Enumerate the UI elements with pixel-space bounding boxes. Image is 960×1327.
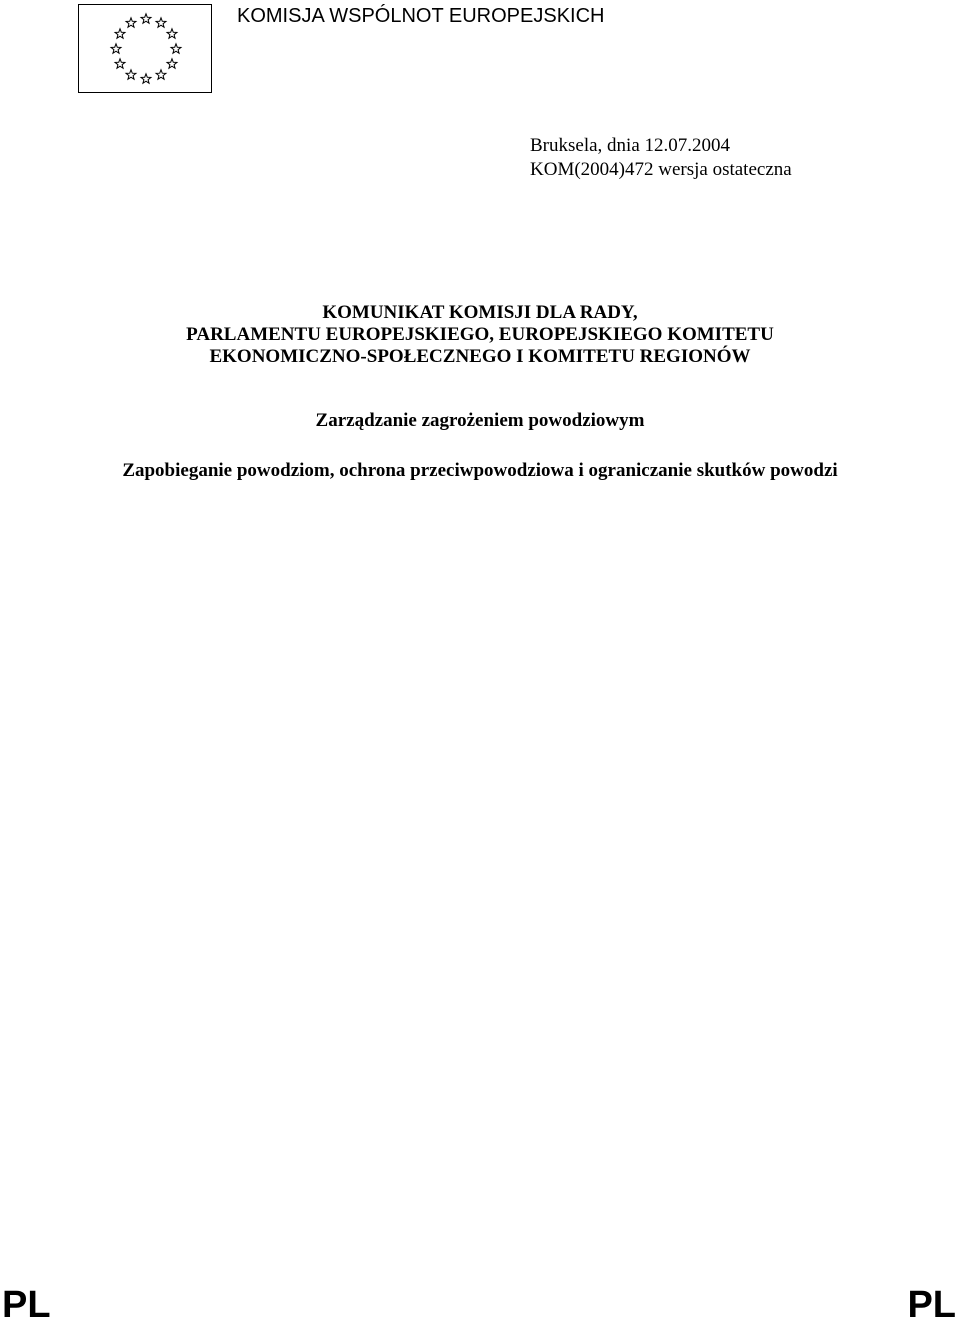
star-icon (167, 59, 177, 68)
star-icon (156, 18, 166, 27)
star-icon (126, 18, 136, 27)
document-subject: Zarządzanie zagrożeniem powodziowym (315, 410, 645, 431)
star-icon (171, 44, 181, 53)
organization-name: KOMISJA WSPÓLNOT EUROPEJSKICH (237, 5, 605, 27)
title-line: PARLAMENTU EUROPEJSKIEGO, EUROPEJSKIEGO KOMITETU (186, 324, 774, 345)
document-reference: KOM(2004)472 wersja ostateczna (530, 159, 792, 180)
document-subtitle: Zapobieganie powodziom, ochrona przeciwpowodziowa i ograniczanie skutków powodzi (122, 460, 838, 481)
star-icon (126, 70, 136, 79)
document-meta (530, 134, 792, 182)
star-icon (115, 59, 125, 68)
language-code-left: PL (2, 1284, 51, 1326)
title-line: KOMUNIKAT KOMISJI DLA RADY, (322, 302, 638, 323)
language-code-right: PL (907, 1284, 956, 1326)
title-line: EKONOMICZNO-SPOŁECZNEGO I KOMITETU REGIONÓW (209, 346, 751, 367)
eu-logo (78, 4, 212, 93)
star-icon (156, 70, 166, 79)
star-icon (141, 14, 151, 23)
star-icon (167, 29, 177, 38)
star-icon (141, 74, 151, 83)
document-title (0, 302, 960, 368)
star-icon (115, 29, 125, 38)
star-icon (111, 44, 121, 53)
place-date: Bruksela, dnia 12.07.2004 (530, 135, 731, 156)
eu-flag-stars-icon (79, 5, 213, 94)
